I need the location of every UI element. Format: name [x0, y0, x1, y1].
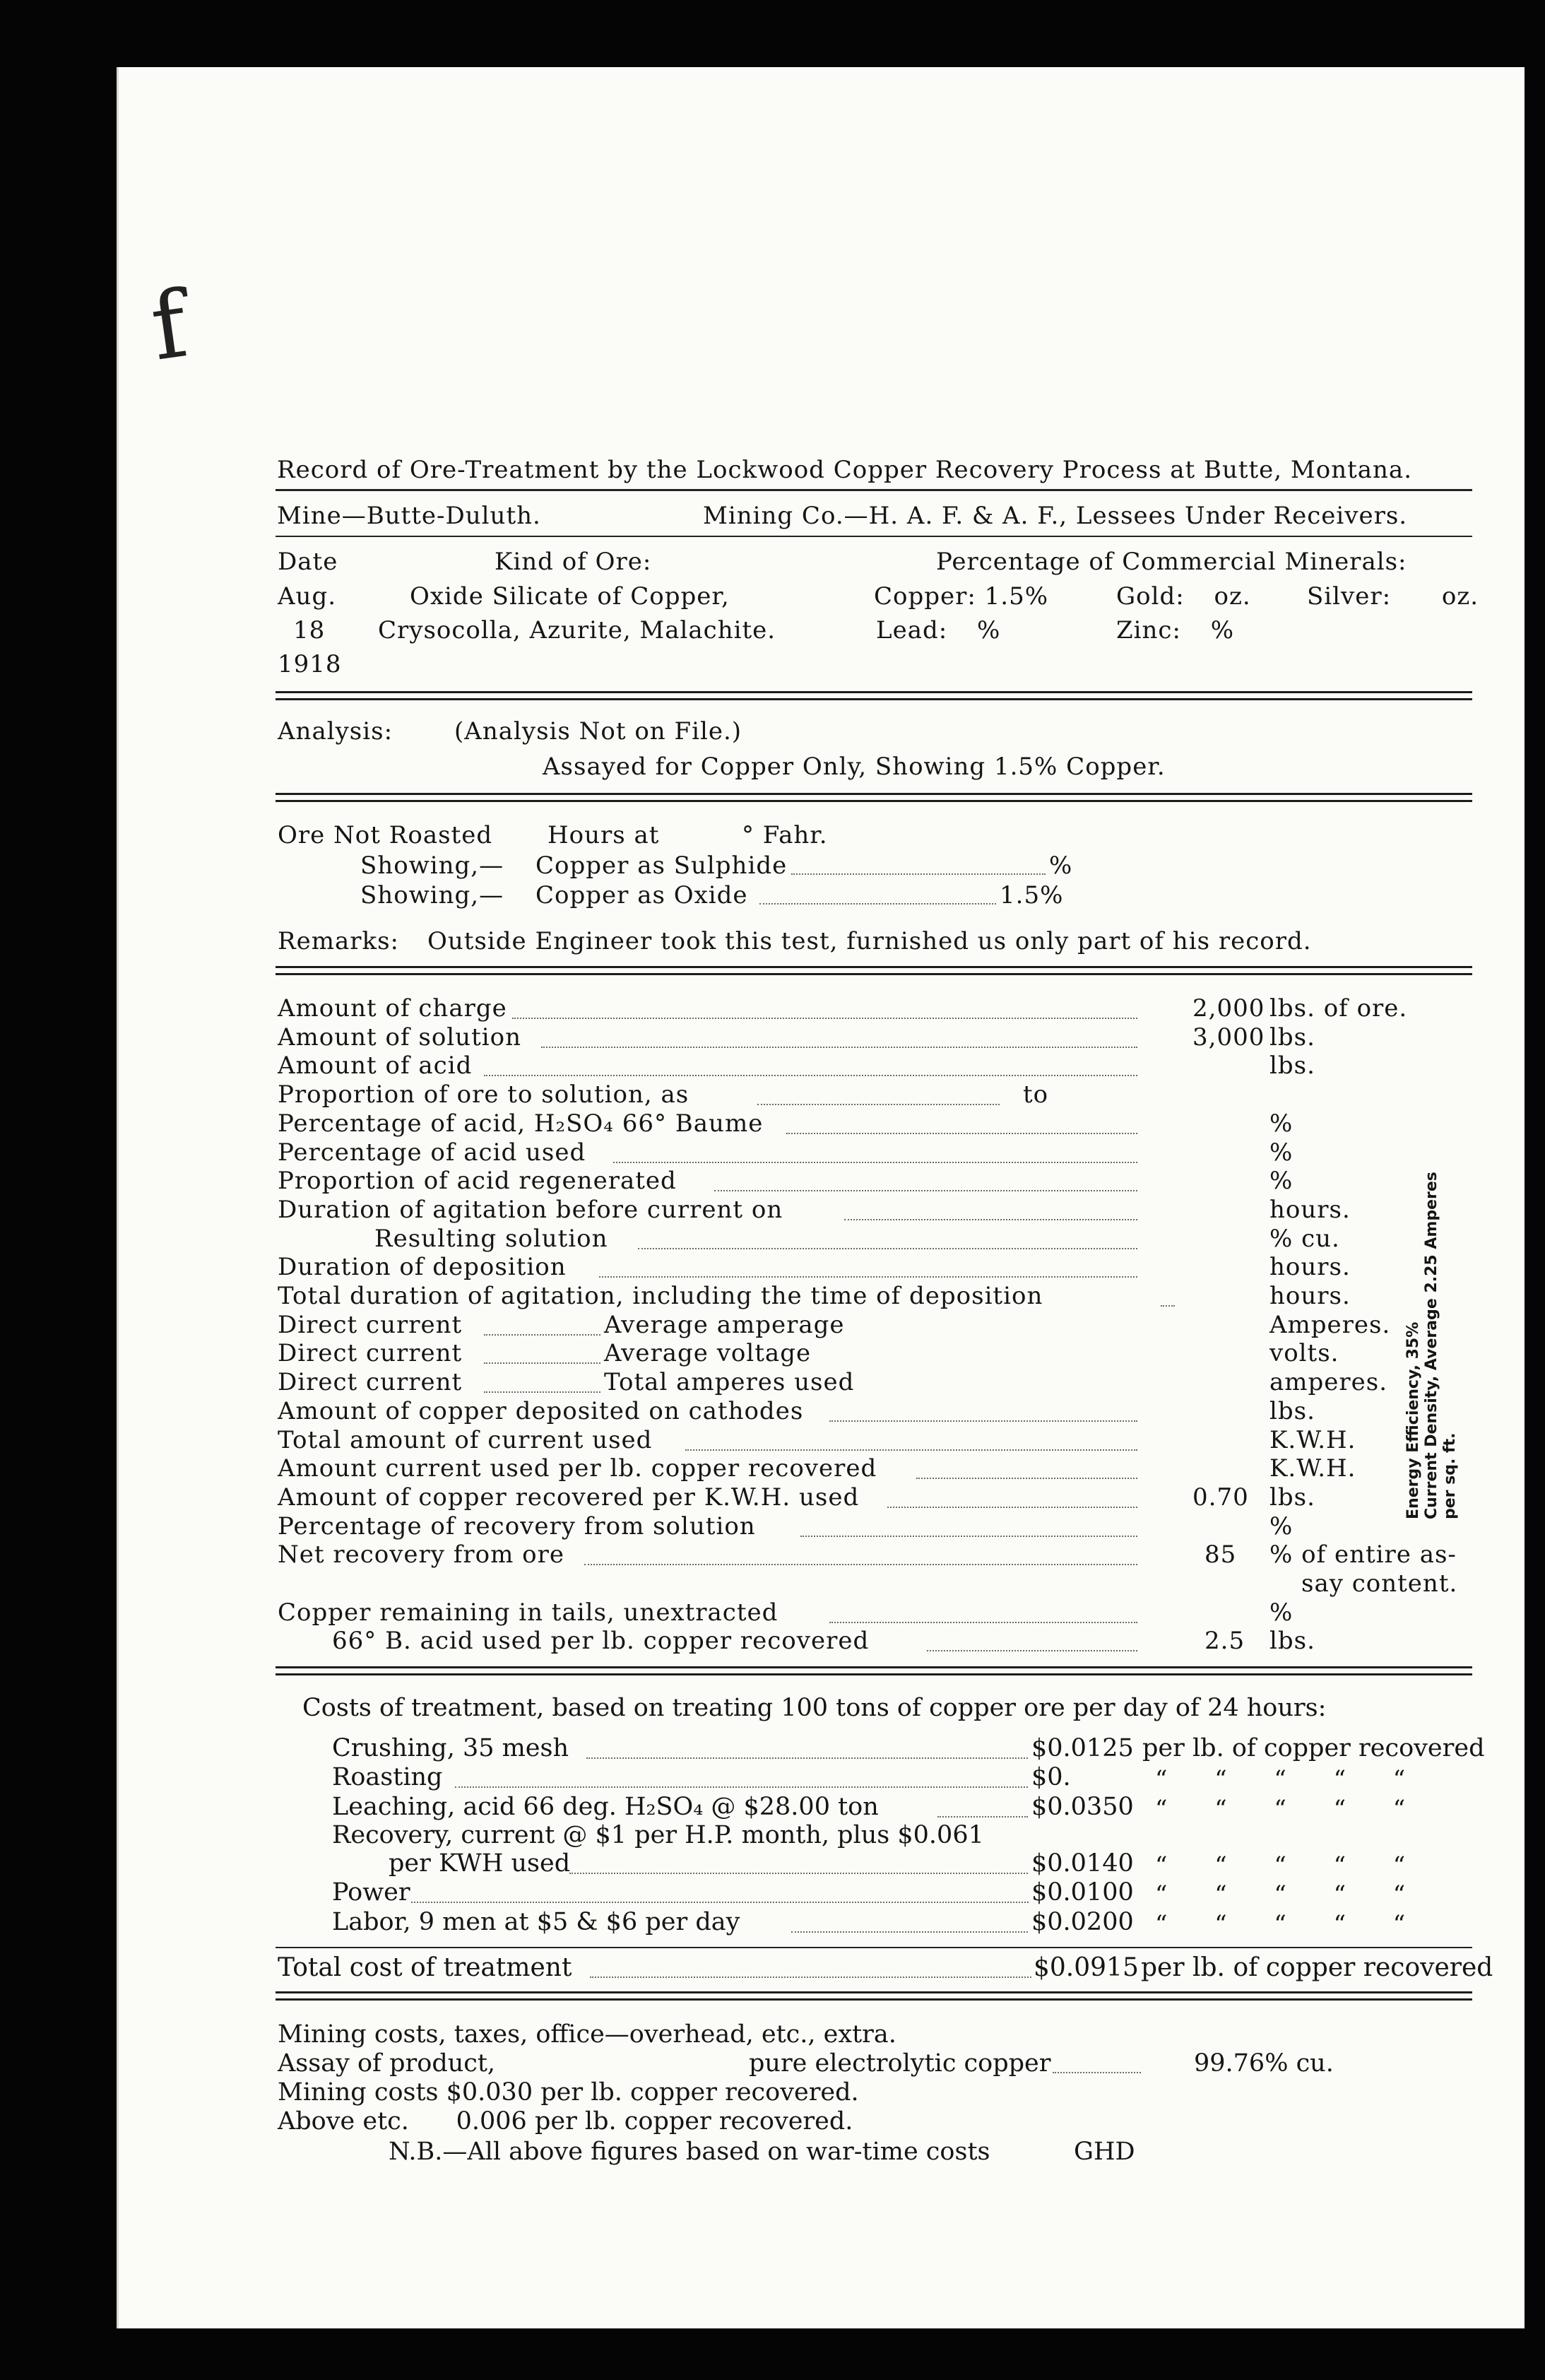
treatment-label: Total duration of agitation, including the time of deposition	[278, 1282, 1043, 1310]
treatment-unit: lbs.	[1269, 1397, 1315, 1425]
ore-not-roasted: Ore Not Roasted	[278, 821, 493, 849]
sulphide-label: Copper as Sulphide	[535, 852, 788, 880]
record-title: Record of Ore-Treatment by the Lockwood Copper Recovery Process at Butte, Montana.	[277, 456, 1413, 484]
leader-dots	[937, 1816, 1028, 1818]
treatment-unit: lbs.	[1269, 1483, 1315, 1512]
kind-of-ore-line1: Oxide Silicate of Copper,	[410, 582, 730, 611]
treatment-unit: %	[1269, 1598, 1294, 1627]
leader-dots	[484, 1391, 600, 1393]
current-density-note: Current Density, Average 2.25 Amperes	[1423, 1172, 1440, 1519]
treatment-unit: %	[1269, 1109, 1294, 1138]
remarks-text: Outside Engineer took this test, furnished us only part of his record.	[427, 927, 1312, 955]
hours-at-label: Hours at	[547, 821, 660, 849]
copper-percentage: Copper: 1.5%	[874, 582, 1049, 611]
leader-dots	[584, 1564, 1137, 1565]
cost-label: Labor, 9 men at $5 & $6 per day	[332, 1908, 740, 1936]
treatment-label: Total amount of current used	[278, 1426, 653, 1454]
treatment-unit: lbs. of ore.	[1269, 994, 1408, 1023]
title-rule	[276, 489, 1472, 491]
section-double-rule	[276, 1666, 1472, 1675]
efficiency-side-note	[1404, 1172, 1460, 1519]
leader-dots	[800, 1536, 1137, 1537]
date-label: Date	[278, 548, 338, 576]
initials: GHD	[1074, 2138, 1135, 2166]
leader-dots	[791, 1931, 1028, 1933]
leader-dots	[599, 1276, 1137, 1278]
treatment-value: 2,000	[1192, 994, 1265, 1023]
mining-costs-note: Mining costs, taxes, office—overhead, etc., extra.	[278, 2020, 896, 2049]
energy-efficiency-note: Energy Efficiency, 35%	[1404, 1321, 1422, 1519]
leader-dots	[757, 1104, 1000, 1105]
section-double-rule	[276, 691, 1472, 700]
cost-unit: per lb. of copper recovered	[1142, 1734, 1485, 1762]
treatment-value: 3,000	[1192, 1023, 1265, 1051]
treatment-value: 0.70	[1192, 1483, 1249, 1512]
treatment-label: Duration of agitation before current on	[278, 1196, 783, 1224]
leader-dots	[484, 1075, 1137, 1076]
leader-dots	[638, 1248, 1137, 1249]
leader-dots	[791, 873, 1046, 875]
treatment-label: Amount of solution	[278, 1023, 521, 1051]
costs-rule	[276, 1947, 1472, 1948]
showing-oxide: Showing,—	[360, 881, 504, 909]
leader-dots	[586, 1757, 1028, 1759]
showing-sulphide: Showing,—	[360, 852, 504, 880]
leader-dots	[590, 1977, 1031, 1978]
sulphide-value: %	[1049, 852, 1073, 880]
treatment-label: Proportion of ore to solution, as	[278, 1080, 689, 1109]
leader-dots	[411, 1902, 1029, 1903]
ditto-marks: “ “ “ “ “	[1155, 1910, 1426, 1938]
treatment-unit: %	[1269, 1138, 1294, 1167]
above-etc-line: Above etc. 0.006 per lb. copper recovered.	[278, 2107, 853, 2135]
treatment-label: Amount of copper recovered per K.W.H. used	[278, 1483, 860, 1512]
costs-header: Costs of treatment, based on treating 100 tons of copper ore per day of 24 hours:	[302, 1694, 1327, 1722]
leader-dots	[484, 1334, 600, 1336]
gold-oz: Gold: oz.	[1116, 582, 1251, 611]
cost-value: $0.0200	[1031, 1908, 1134, 1936]
ditto-marks: “ “ “ “ “	[1155, 1765, 1426, 1793]
treatment-unit: say content.	[1301, 1569, 1458, 1598]
treatment-label: Duration of deposition	[278, 1253, 567, 1281]
treatment-label: Copper remaining in tails, unextracted	[278, 1598, 779, 1627]
treatment-label: 66° B. acid used per lb. copper recovered	[332, 1627, 870, 1655]
mine-name: Mine—Butte-Duluth.	[277, 502, 541, 530]
treatment-label: Proportion of acid regenerated	[278, 1167, 677, 1195]
section-double-rule	[276, 1991, 1472, 2001]
cost-label: Roasting	[332, 1763, 443, 1791]
cost-value: $0.0125	[1031, 1734, 1134, 1762]
cost-label: Power	[332, 1878, 410, 1907]
leader-dots	[613, 1162, 1137, 1163]
leader-dots	[829, 1622, 1137, 1623]
treatment-unit: lbs.	[1269, 1627, 1315, 1655]
treatment-label: Percentage of acid used	[278, 1138, 586, 1167]
assay-product-desc: pure electrolytic copper	[749, 2049, 1051, 2078]
cost-value: $0.	[1031, 1763, 1071, 1791]
per-sq-ft-note: per sq. ft.	[1441, 1432, 1459, 1519]
total-cost-unit: per lb. of copper recovered	[1141, 1953, 1493, 1982]
mining-company: Mining Co.—H. A. F. & A. F., Lessees Under Receivers.	[703, 502, 1408, 530]
treatment-unit: % cu.	[1269, 1225, 1340, 1253]
oxide-label: Copper as Oxide	[535, 881, 748, 909]
treatment-label: Amount of acid	[278, 1051, 473, 1080]
ditto-marks: “ “ “ “ “	[1155, 1795, 1426, 1823]
total-cost-label: Total cost of treatment	[278, 1953, 572, 1982]
treatment-unit: Amperes.	[1269, 1311, 1391, 1339]
treatment-unit: %	[1269, 1167, 1294, 1195]
mining-costs-line: Mining costs $0.030 per lb. copper recovered.	[278, 2078, 859, 2107]
treatment-unit: %	[1269, 1512, 1294, 1540]
leader-dots	[685, 1449, 1137, 1451]
leader-dots	[786, 1133, 1137, 1134]
leader-dots	[829, 1420, 1137, 1422]
date-month: Aug.	[278, 582, 337, 611]
assay-statement: Assayed for Copper Only, Showing 1.5% Copper.	[543, 753, 1166, 781]
leader-dots	[541, 1047, 1137, 1048]
date-year: 1918	[278, 650, 342, 678]
treatment-sublabel: Average voltage	[604, 1339, 812, 1367]
cost-label: Recovery, current @ $1 per H.P. month, plus $0.061	[332, 1821, 984, 1849]
kind-of-ore-label: Kind of Ore:	[495, 548, 652, 576]
treatment-label: Amount of copper deposited on cathodes	[278, 1397, 804, 1425]
treatment-label: Amount of charge	[278, 994, 507, 1023]
cost-label: Leaching, acid 66 deg. H₂SO₄ @ $28.00 ton	[332, 1793, 879, 1821]
fahr-label: ° Fahr.	[742, 821, 828, 849]
treatment-unit: K.W.H.	[1269, 1426, 1356, 1454]
treatment-unit: lbs.	[1269, 1023, 1315, 1051]
cost-label: Crushing, 35 mesh	[332, 1734, 569, 1762]
treatment-unit: hours.	[1269, 1253, 1351, 1281]
treatment-label: Percentage of acid, H₂SO₄ 66° Baume	[278, 1109, 764, 1138]
treatment-unit: volts.	[1269, 1339, 1339, 1367]
treatment-label: Direct current	[278, 1311, 463, 1339]
zinc-percentage: Zinc: %	[1116, 616, 1235, 644]
assay-product-label: Assay of product,	[278, 2049, 496, 2078]
leader-dots	[887, 1507, 1137, 1508]
treatment-unit: amperes.	[1269, 1368, 1388, 1396]
treatment-label: Resulting solution	[374, 1225, 608, 1253]
treatment-label: Amount current used per lb. copper recovered	[278, 1454, 877, 1483]
nb-note: N.B.—All above figures based on war-time costs	[389, 2138, 990, 2166]
assay-product-value: 99.76% cu.	[1194, 2049, 1334, 2078]
treatment-unit: lbs.	[1269, 1051, 1315, 1080]
leader-dots	[569, 1873, 1028, 1874]
ditto-marks: “ “ “ “ “	[1155, 1880, 1426, 1909]
leader-dots	[484, 1362, 600, 1364]
silver-oz: Silver: oz.	[1307, 582, 1479, 611]
oxide-value: 1.5%	[1000, 881, 1064, 909]
date-day: 18	[293, 616, 326, 644]
lead-percentage: Lead: %	[876, 616, 1001, 644]
cost-value: $0.0350	[1031, 1793, 1134, 1821]
header-rule	[276, 536, 1472, 537]
treatment-unit: K.W.H.	[1269, 1454, 1356, 1483]
handwritten-mark: f	[144, 270, 194, 382]
total-cost-value: $0.0915	[1034, 1953, 1139, 1982]
leader-dots	[1053, 2072, 1141, 2073]
treatment-unit: hours.	[1269, 1196, 1351, 1224]
treatment-label: Direct current	[278, 1368, 463, 1396]
treatment-unit: hours.	[1269, 1282, 1351, 1310]
leader-dots	[916, 1478, 1137, 1479]
analysis-note: (Analysis Not on File.)	[454, 717, 742, 746]
section-double-rule	[276, 966, 1472, 975]
treatment-sublabel: Total amperes used	[604, 1368, 855, 1396]
remarks-label: Remarks:	[278, 927, 399, 955]
section-double-rule	[276, 793, 1472, 802]
treatment-unit: % of entire as-	[1269, 1540, 1457, 1569]
leader-dots	[927, 1650, 1137, 1651]
treatment-label: Direct current	[278, 1339, 463, 1367]
treatment-label: Net recovery from ore	[278, 1540, 565, 1569]
cost-value: $0.0100	[1031, 1878, 1134, 1907]
leader-dots	[714, 1190, 1137, 1191]
treatment-label: Percentage of recovery from solution	[278, 1512, 756, 1540]
leader-dots	[455, 1786, 1028, 1788]
leader-dots	[512, 1018, 1137, 1019]
kind-of-ore-line2: Crysocolla, Azurite, Malachite.	[378, 616, 776, 644]
leader-dots	[844, 1219, 1137, 1220]
treatment-value: 2.5	[1204, 1627, 1245, 1655]
cost-label: per KWH used	[389, 1849, 571, 1878]
leader-dots	[759, 903, 996, 905]
treatment-value: 85	[1204, 1540, 1237, 1569]
treatment-sublabel: Average amperage	[604, 1311, 845, 1339]
analysis-label: Analysis:	[278, 717, 393, 746]
cost-value: $0.0140	[1031, 1849, 1134, 1878]
ratio-to-label: to	[1023, 1080, 1049, 1109]
ditto-marks: “ “ “ “ “	[1155, 1851, 1426, 1880]
leader-dots	[1161, 1305, 1175, 1307]
percentage-minerals-label: Percentage of Commercial Minerals:	[936, 548, 1407, 576]
